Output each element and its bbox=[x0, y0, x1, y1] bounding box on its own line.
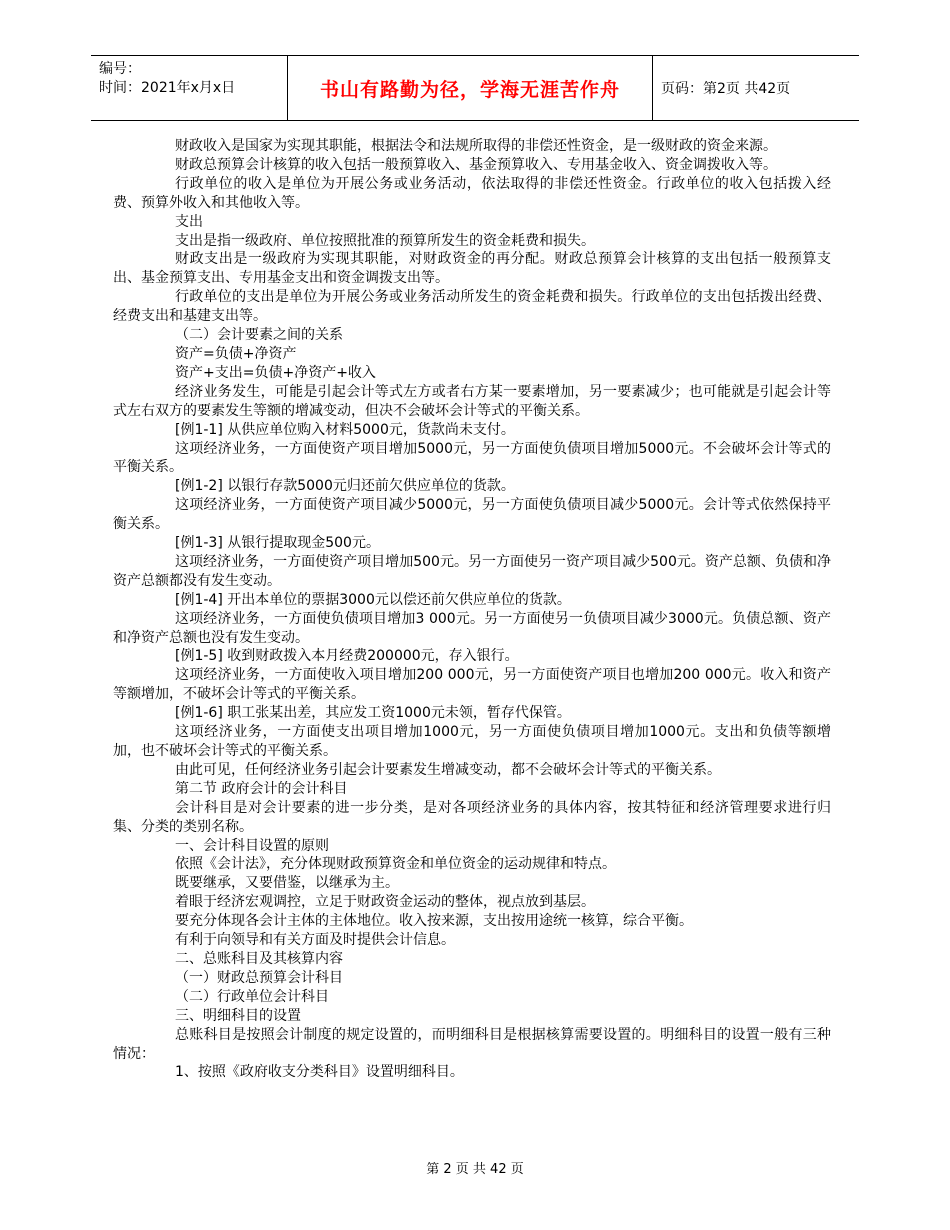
paragraph: 财政支出是一级政府为实现其职能，对财政资金的再分配。财政总预算会计核算的支出包括一般预算支出、基金预算支出、专用基金支出和资金调拨支出等。 bbox=[113, 251, 831, 287]
header-page-number: 页码：第2页 共42页 bbox=[661, 81, 791, 97]
paragraph: 1、按照《政府收支分类科目》设置明细科目。 bbox=[175, 1064, 464, 1081]
paragraph: 第二节 政府会计的会计科目 bbox=[175, 780, 348, 797]
paragraph: 支出 bbox=[175, 213, 203, 230]
paragraph: （二）行政单位会计科目 bbox=[175, 988, 329, 1005]
paragraph: 资产+支出=负债+净资产+收入 bbox=[175, 364, 376, 381]
paragraph: 这项经济业务，一方面使资产项目减少5000元，另一方面使负债项目减少5000元。会计等式依然保持平衡关系。 bbox=[113, 497, 831, 533]
paragraph: [例1-4] 开出本单位的票据3000元以偿还前欠供应单位的货款。 bbox=[175, 591, 571, 608]
page-header bbox=[91, 55, 859, 121]
paragraph: 二、总账科目及其核算内容 bbox=[175, 950, 343, 967]
paragraph: 这项经济业务，一方面使支出项目增加1000元，另一方面使负债项目增加1000元。支出和负债等额增加，也不破坏会计等式的平衡关系。 bbox=[113, 724, 831, 759]
paragraph: 有利于向领导和有关方面及时提供会计信息。 bbox=[175, 932, 455, 949]
paragraph: 行政单位的收入是单位为开展公务或业务活动，依法取得的非偿还性资金。行政单位的收入包括拨入经费、预算外收入和其他收入等。 bbox=[113, 175, 831, 211]
paragraph: 会计科目是对会计要素的进一步分类，是对各项经济业务的具体内容，按其特征和经济管理要求进行归集、分类的类别名称。 bbox=[113, 799, 831, 835]
paragraph: 着眼于经济宏观调控，立足于财政资金运动的整体，视点放到基层。 bbox=[175, 894, 595, 911]
paragraph: 财政总预算会计核算的收入包括一般预算收入、基金预算收入、专用基金收入、资金调拨收入等。 bbox=[175, 156, 777, 173]
paragraph: 依照《会计法》，充分体现财政预算资金和单位资金的运动规律和特点。 bbox=[175, 856, 616, 873]
page-footer: 第 2 页 共 42 页 bbox=[426, 1162, 524, 1177]
paragraph: [例1-1] 从供应单位购入材料5000元，货款尚未支付。 bbox=[175, 421, 515, 438]
paragraph: 这项经济业务，一方面使负债项目增加3 000元。另一方面使另一负债项目减少3000元。负债总额、资产和净资产总额也没有发生变动。 bbox=[113, 610, 831, 646]
paragraph: 这项经济业务，一方面使收入项目增加200 000元，另一方面使资产项目也增加200 000元。收入和资产等额增加，不破坏会计等式的平衡关系。 bbox=[113, 667, 831, 703]
paragraph: 这项经济业务，一方面使资产项目增加500元。另一方面使另一资产项目减少500元。资产总额、负债和净资产总额都没有发生变动。 bbox=[113, 553, 831, 589]
paragraph: 由此可见，任何经济业务引起会计要素发生增减变动，都不会破坏会计等式的平衡关系。 bbox=[175, 761, 721, 778]
paragraph: 资产=负债+净资产 bbox=[175, 345, 297, 362]
number-label: 编号： bbox=[99, 61, 141, 77]
paragraph: [例1-2] 以银行存款5000元归还前欠供应单位的货款。 bbox=[175, 478, 515, 495]
paragraph: [例1-3] 从银行提取现金500元。 bbox=[175, 535, 380, 552]
paragraph: 三、明细科目的设置 bbox=[175, 1007, 301, 1024]
paragraph: 一、会计科目设置的原则 bbox=[175, 837, 329, 854]
paragraph: 要充分体现各会计主体的主体地位。收入按来源，支出按用途统一核算，综合平衡。 bbox=[175, 913, 693, 930]
paragraph: 这项经济业务，一方面使资产项目增加5000元，另一方面使负债项目增加5000元。不会破坏会计等式的平衡关系。 bbox=[113, 440, 831, 476]
paragraph: 经济业务发生，可能是引起会计等式左方或者右方某一要素增加，另一要素减少；也可能就是引起会计等式左右双方的要素发生等额的增减变动，但决不会破坏会计等式的平衡关系。 bbox=[113, 383, 831, 419]
paragraph: 总账科目是按照会计制度的规定设置的，而明细科目是根据核算需要设置的。明细科目的设置一般有三种情况： bbox=[113, 1026, 831, 1062]
header-motto: 书山有路勤为径，学海无涯苦作舟 bbox=[287, 56, 653, 120]
paragraph: [例1-6] 职工张某出差，其应发工资1000元未领，暂存代保管。 bbox=[175, 705, 571, 722]
paragraph: （一）财政总预算会计科目 bbox=[175, 969, 343, 986]
paragraph: [例1-5] 收到财政拨入本月经费200000元，存入银行。 bbox=[175, 648, 519, 665]
paragraph: 既要继承，又要借鉴，以继承为主。 bbox=[175, 875, 399, 892]
paragraph: 行政单位的支出是单位为开展公务或业务活动所发生的资金耗费和损失。行政单位的支出包括拨出经费、经费支出和基建支出等。 bbox=[113, 289, 831, 325]
time-label: 时间：2021年x月x日 bbox=[99, 80, 236, 96]
paragraph: 支出是指一级政府、单位按照批准的预算所发生的资金耗费和损失。 bbox=[175, 232, 595, 249]
paragraph: （二）会计要素之间的关系 bbox=[175, 327, 343, 344]
header-info bbox=[91, 56, 287, 120]
paragraph: 财政收入是国家为实现其职能，根据法令和法规所取得的非偿还性资金，是一级财政的资金来源。 bbox=[175, 138, 777, 154]
document-body bbox=[113, 137, 831, 1082]
